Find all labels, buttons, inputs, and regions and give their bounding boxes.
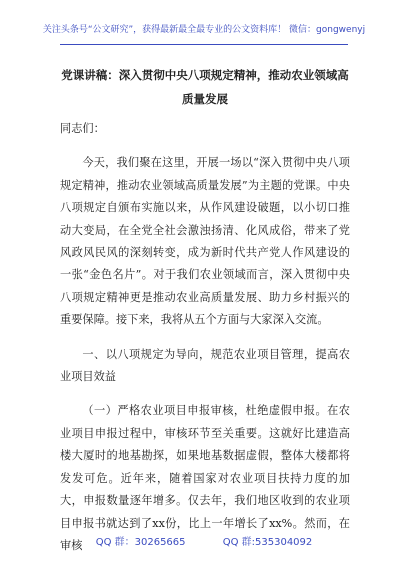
footer-qq-group-1: QQ 群：30265665 [95, 537, 186, 548]
header-divider [60, 44, 348, 45]
section-heading: 一、以八项规定为导向，规范农业项目管理，提高农业项目效益 [60, 347, 350, 384]
header-watermark-note: 关注头条号“公文研究”，获得最新最全最专业的公文资料库！ 微信：gongwenyj [42, 25, 366, 35]
footer-qq-group-2: QQ 群:535304092 [222, 537, 313, 548]
footer-contact [0, 533, 408, 548]
document-title: 党课讲稿：深入贯彻中央八项规定精神，推动农业领域高质量发展 [61, 68, 349, 106]
subsection-paragraph: （一）严格农业项目申报审核，杜绝虚假申报。在农业项目申报过程中，审核环节至关重要。这就好比建造高楼大厦时的地基勘探，如果地基数据虚假，整体大楼都将发发可危。近年来，随着国家对农业项目扶持力度的加大，申报数量逐年增多。仅去年，我们地区收到的农业项目申报书就达到了xx份，比上一年增长了xx%。然而，在审核 [60, 404, 350, 552]
document-body [60, 118, 350, 569]
intro-paragraph: 今天，我们聚在这里，开展一场以“深入贯彻中央八项规定精神，推动农业领域高质量发展”为主题的党课。中央八项规定自颁布实施以来，从作风建设破题，以小切口推动大变局，在全党全社会激浊扬清、化风成俗，带来了党风政风民风的深刻转变，成为新时代共产党人作风建设的一张“金色名片”。对于我们农业领域而言，深入贯彻中央八项规定精神更是推动农业高质量发展、助力乡村振兴的重要保障。接下来，我将从五个方面与大家深入交流。 [60, 156, 350, 327]
greeting: 同志们： [60, 122, 105, 135]
